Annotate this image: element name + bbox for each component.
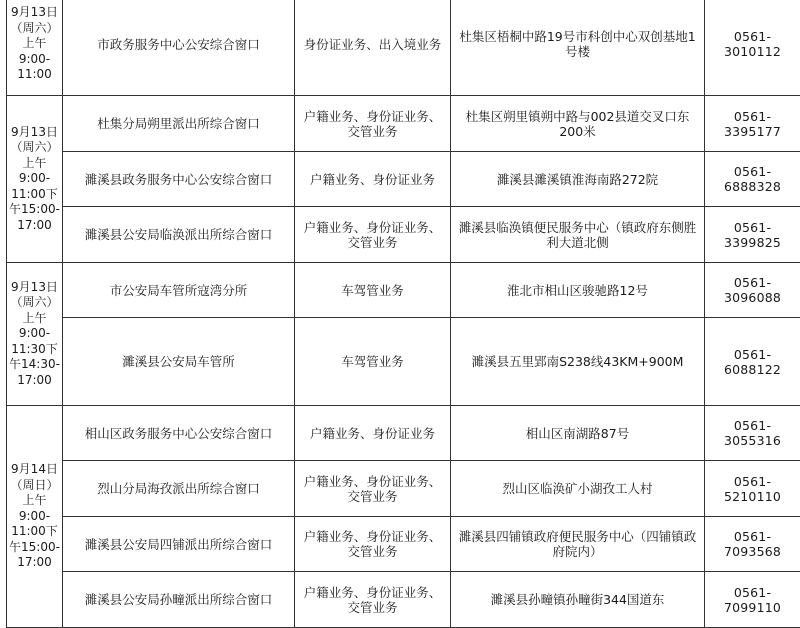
phone-cell: 0561-7093568 — [705, 517, 800, 572]
address-cell: 濉溪县孙疃镇孙疃街344国道东 — [451, 572, 705, 628]
business-cell: 户籍业务、身份证业务 — [295, 152, 451, 207]
table-row — [7, 96, 800, 152]
place-cell: 烈山分局海孜派出所综合窗口 — [63, 461, 295, 517]
time-cell: 9月13日 （周六） 上午 9:00- 11:00下 午15:00- 17:00 — [7, 96, 63, 263]
place-cell: 濉溪县公安局四铺派出所综合窗口 — [63, 517, 295, 572]
table-row — [7, 517, 800, 572]
table-row — [7, 0, 800, 96]
place-cell: 市政务服务中心公安综合窗口 — [63, 0, 295, 96]
table-row — [7, 461, 800, 517]
phone-cell: 0561-6088122 — [705, 318, 800, 406]
place-cell: 濉溪县公安局孙疃派出所综合窗口 — [63, 572, 295, 628]
phone-cell: 0561-3010112 — [705, 0, 800, 96]
phone-cell: 0561-3055316 — [705, 406, 800, 461]
place-cell: 濉溪县政务服务中心公安综合窗口 — [63, 152, 295, 207]
business-cell: 户籍业务、身份证业务、交管业务 — [295, 96, 451, 152]
place-cell: 濉溪县公安局车管所 — [63, 318, 295, 406]
service-window-table — [6, 0, 800, 628]
place-cell: 市公安局车管所寇湾分所 — [63, 263, 295, 318]
address-cell: 相山区南湖路87号 — [451, 406, 705, 461]
address-cell: 濉溪县五里郢南S238线43KM+900M — [451, 318, 705, 406]
table-row — [7, 263, 800, 318]
table-row — [7, 572, 800, 628]
phone-cell: 0561-3399825 — [705, 207, 800, 263]
address-cell: 淮北市相山区骏驰路12号 — [451, 263, 705, 318]
business-cell: 户籍业务、身份证业务 — [295, 406, 451, 461]
phone-cell: 0561-3395177 — [705, 96, 800, 152]
address-cell: 濉溪县四铺镇政府便民服务中心（四铺镇政府院内） — [451, 517, 705, 572]
address-cell: 杜集区梧桐中路19号市科创中心双创基地1号楼 — [451, 0, 705, 96]
phone-cell: 0561-5210110 — [705, 461, 800, 517]
phone-cell: 0561-6888328 — [705, 152, 800, 207]
address-cell: 濉溪县临涣镇便民服务中心（镇政府东侧胜利大道北侧 — [451, 207, 705, 263]
table-row — [7, 152, 800, 207]
phone-cell: 0561-3096088 — [705, 263, 800, 318]
place-cell: 相山区政务服务中心公安综合窗口 — [63, 406, 295, 461]
time-cell: 9月13日 （周六） 上午 9:00- 11:00 — [7, 0, 63, 96]
address-cell: 杜集区朔里镇朔中路与002县道交叉口东200米 — [451, 96, 705, 152]
business-cell: 户籍业务、身份证业务、交管业务 — [295, 572, 451, 628]
business-cell: 户籍业务、身份证业务、交管业务 — [295, 517, 451, 572]
address-cell: 濉溪县濉溪镇淮海南路272院 — [451, 152, 705, 207]
business-cell: 户籍业务、身份证业务、交管业务 — [295, 207, 451, 263]
business-cell: 车驾管业务 — [295, 263, 451, 318]
table-row — [7, 406, 800, 461]
business-cell: 车驾管业务 — [295, 318, 451, 406]
business-cell: 户籍业务、身份证业务、交管业务 — [295, 461, 451, 517]
table-row — [7, 207, 800, 263]
address-cell: 烈山区临涣矿小湖孜工人村 — [451, 461, 705, 517]
business-cell: 身份证业务、出入境业务 — [295, 0, 451, 96]
table-row — [7, 318, 800, 406]
place-cell: 杜集分局朔里派出所综合窗口 — [63, 96, 295, 152]
place-cell: 濉溪县公安局临涣派出所综合窗口 — [63, 207, 295, 263]
time-cell: 9月13日 （周六） 上午 9:00- 11:30下 午14:30- 17:00 — [7, 263, 63, 406]
phone-cell: 0561-7099110 — [705, 572, 800, 628]
time-cell: 9月14日 （周日） 上午 9:00- 11:00下 午15:00- 17:00 — [7, 406, 63, 628]
